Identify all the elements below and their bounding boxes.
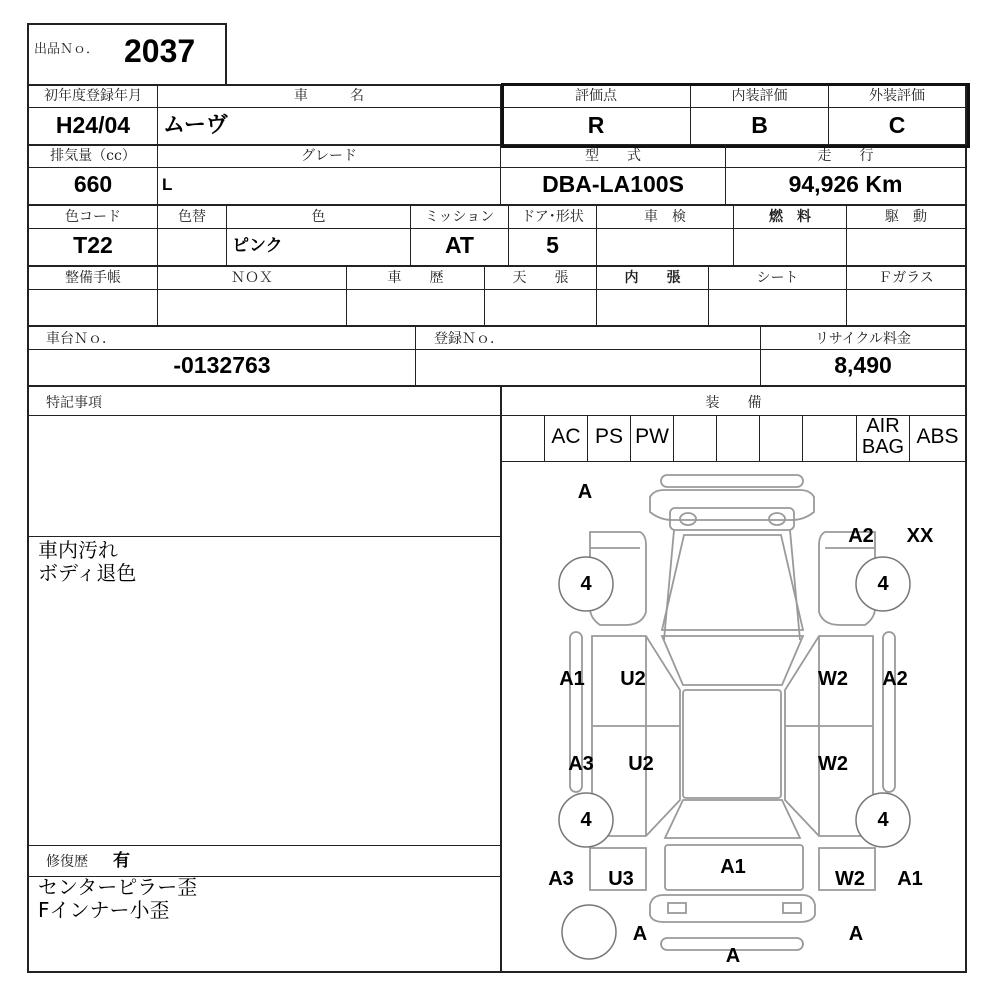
car-history-label: 車 歴 <box>387 270 444 286</box>
chassis-number: -0132763 <box>173 352 271 378</box>
mark-right-door-front: W2 <box>818 668 848 690</box>
inspection-label: 車 検 <box>644 209 686 225</box>
interior-grade-label: 内装評価 <box>731 88 788 104</box>
mark-rear-bumper-right: A <box>848 923 864 945</box>
mark-front-bumper: A <box>577 481 593 503</box>
inner-panel-label: 内 張 <box>624 270 681 286</box>
equipment-ac: AC <box>551 425 581 448</box>
lot-number: 2037 <box>124 33 196 69</box>
mark-right-quarter-w2: W2 <box>835 868 865 890</box>
exterior-grade-label: 外装評価 <box>869 88 925 104</box>
mark-wheel-front-left: 4 <box>580 573 592 595</box>
mark-left-step-front: A1 <box>559 668 585 690</box>
color-code: T22 <box>73 232 113 258</box>
mark-wheel-rear-left: 4 <box>580 809 592 831</box>
doors: 5 <box>546 232 559 258</box>
mark-wheel-front-right: 4 <box>877 573 889 595</box>
mark-rear-bumper-left: A <box>632 923 648 945</box>
color: ピンク <box>232 236 283 255</box>
score: R <box>587 112 605 138</box>
ceiling-label: 天 張 <box>512 270 569 286</box>
repair-history: 有 <box>113 851 130 870</box>
mileage: 94,926 Km <box>788 171 903 197</box>
mark-rear-bumper-center: A <box>725 945 741 967</box>
maintenance-book-label: 整備手帳 <box>65 270 121 286</box>
equipment-abs: ABS <box>916 425 959 448</box>
nox-label: ＮＯＸ <box>231 270 273 286</box>
door-label: ドア･形状 <box>521 209 584 225</box>
mark-wheel-rear-right: 4 <box>877 809 889 831</box>
recycle-fee-label: リサイクル料金 <box>814 331 912 347</box>
mark-right-door-rear: W2 <box>818 753 848 775</box>
equipment-label: 装 備 <box>705 395 762 411</box>
mark-right-fender-xx: XX <box>906 525 934 547</box>
car-name: ムーヴ <box>163 112 228 137</box>
color-code-label: 色コード <box>65 209 121 225</box>
repair-note-2: Fインナー小歪 <box>38 898 170 922</box>
drive-label: 駆 動 <box>885 209 927 225</box>
displacement-label: 排気量（cc） <box>50 148 136 164</box>
mark-right-fender-a2: A2 <box>848 525 874 547</box>
exterior-grade: C <box>888 112 906 138</box>
model-code: DBA-LA100S <box>542 171 684 197</box>
front-glass-label: Ｆガラス <box>878 270 934 286</box>
model-code-label: 型 式 <box>585 148 641 164</box>
score-label: 評価点 <box>575 88 617 104</box>
mark-left-door-front: U2 <box>620 668 646 690</box>
special-notes-label: 特記事項 <box>46 395 102 411</box>
registration-date: H24/04 <box>55 112 131 138</box>
special-note-2: ボディ退色 <box>38 561 137 585</box>
fuel-label: 燃 料 <box>769 209 811 225</box>
mission-label: ミッション <box>424 209 495 225</box>
equipment-ps: PS <box>594 425 623 448</box>
equipment-airbag: AIR BAG <box>861 415 905 458</box>
car-name-label: 車 名 <box>294 88 364 104</box>
mission: AT <box>445 232 474 258</box>
grade: L <box>162 175 173 194</box>
lot-number-label: 出品Ｎｏ． <box>34 42 100 57</box>
chassis-number-label: 車台Ｎｏ． <box>46 331 116 347</box>
grade-label: グレード <box>301 148 357 164</box>
recycle-fee: 8,490 <box>834 352 892 378</box>
color-label: 色 <box>311 209 326 225</box>
mark-right-step-front: A2 <box>882 668 908 690</box>
mark-left-quarter-u3: U3 <box>608 868 634 890</box>
repair-note-1: センターピラー歪 <box>38 875 198 899</box>
registration-date-label: 初年度登録年月 <box>44 88 142 104</box>
repaint-label: 色替 <box>178 209 206 225</box>
mark-right-quarter-a1: A1 <box>897 868 923 890</box>
interior-grade: B <box>751 112 768 138</box>
mark-rear-hatch: A1 <box>720 856 746 878</box>
seat-label: シート <box>756 270 799 286</box>
mark-left-step-rear: A3 <box>568 753 594 775</box>
displacement: 660 <box>73 171 113 197</box>
equipment-pw: PW <box>635 425 669 448</box>
mark-left-door-rear: U2 <box>628 753 654 775</box>
mileage-label: 走 行 <box>817 148 874 164</box>
mark-left-quarter-a3: A3 <box>548 868 574 890</box>
repair-history-label: 修復歴 <box>46 854 88 870</box>
registration-number-label: 登録Ｎｏ． <box>434 331 504 347</box>
special-note-1: 車内汚れ <box>38 538 118 562</box>
